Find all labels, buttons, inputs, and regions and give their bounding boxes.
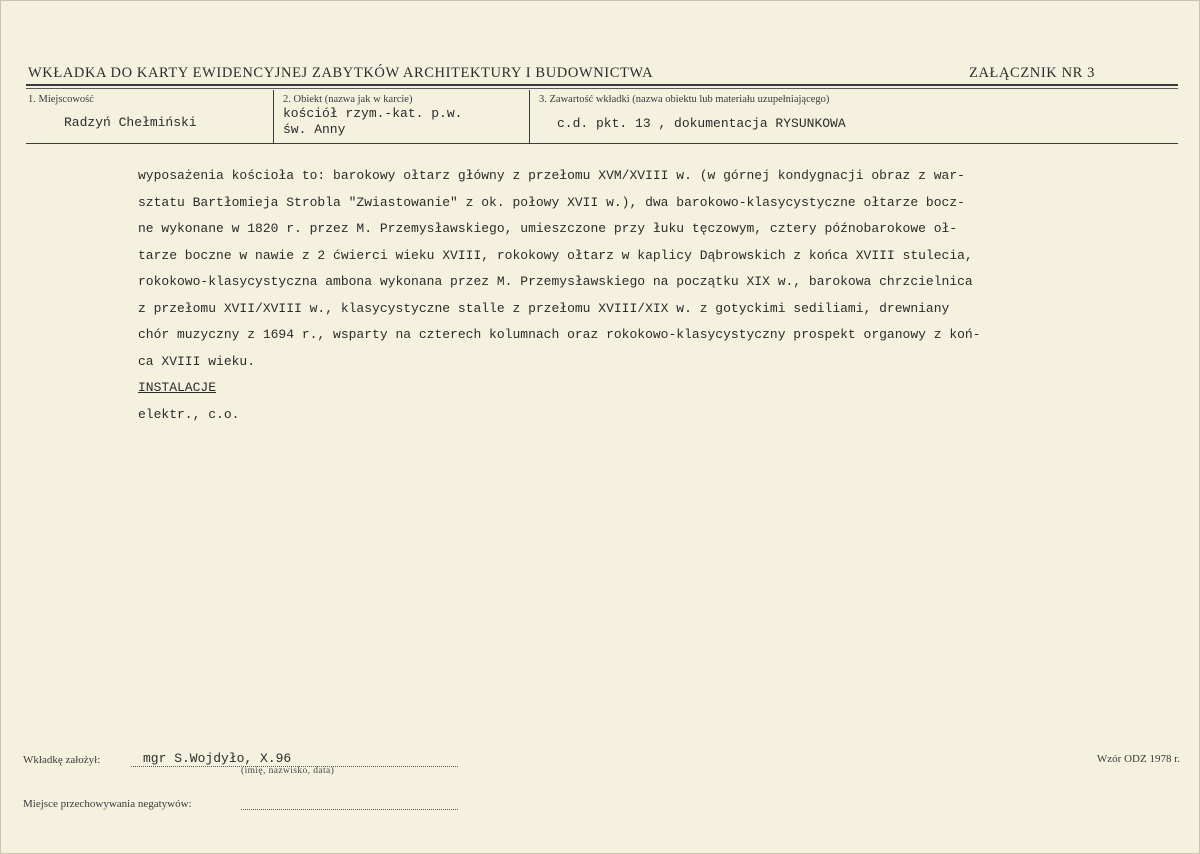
text-line: ne wykonane w 1820 r. przez M. Przemysławskiego, umieszczone przy łuku tęczowym, cztery późnobarokowe oł- — [138, 221, 958, 236]
storage-label: Miejsce przechowywania negatywów: — [23, 798, 192, 810]
locality-value: Radzyń Chełmiński — [64, 115, 197, 130]
text-line: ca XVIII wieku. — [138, 353, 256, 369]
form-title: WKŁADKA DO KARTY EWIDENCYJNEJ ZABYTKÓW ARCHITEKTURY I BUDOWNICTWA — [28, 65, 654, 81]
fields-rule — [26, 143, 1178, 144]
storage-line — [241, 809, 458, 810]
text-line: tarze boczne w nawie z 2 ćwierci wieku XVIII, rokokowy ołtarz w kaplicy Dąbrowskich z końca XVIII stulecia, — [138, 247, 973, 263]
content-label: 3. Zawartość wkładki (nazwa obiektu lub materiału uzupełniającego) — [539, 94, 830, 105]
object-value-line2: św. Anny — [283, 122, 346, 137]
template-version: Wzór ODZ 1978 r. — [1096, 753, 1180, 765]
header-rule-thin — [26, 88, 1178, 89]
content-value: c.d. pkt. 13 , dokumentacja RYSUNKOWA — [557, 116, 846, 131]
text-line: wyposażenia kościoła to: barokowy ołtarz główny z przełomu XVМ/XVIII w. (w górnej kondygnacji obraz z war- — [138, 168, 965, 183]
header-rule — [26, 84, 1178, 86]
created-by-hint: (imię, nazwisko, data) — [241, 766, 335, 776]
field-divider — [529, 90, 530, 143]
object-label: 2. Obiekt (nazwa jak w karcie) — [283, 94, 413, 105]
locality-label: 1. Miejscowość — [28, 94, 94, 105]
field-divider — [273, 90, 274, 143]
created-by-value: mgr S.Wojdyło, X.96 — [143, 751, 292, 766]
section-text: elektr., c.o. — [138, 406, 240, 422]
created-by-label: Wkładkę założył: — [23, 754, 101, 766]
section-heading: INSTALACJE — [138, 380, 217, 395]
text-line: rokokowo-klasycystyczna ambona wykonana przez M. Przemysławskiego na początku XIX w., barokowa chrzcielnica — [138, 274, 973, 289]
text-line: sztatu Bartłomieja Strobla "Zwiastowanie" z ok. połowy XVII w.), dwa barokowo-klasycystyczne ołtarze bocz- — [138, 194, 965, 210]
text-line: z przełomu XVII/XVIII w., klasycystyczne stalle z przełomu XVIII/XIX w. z gotyckimi sediliami, drewniany — [138, 300, 950, 316]
object-value-line1: kościół rzym.-kat. p.w. — [283, 106, 463, 121]
attachment-number: ZAŁĄCZNIK NR 3 — [969, 65, 1095, 81]
text-line: chór muzyczny z 1694 r., wsparty na czterech kolumnach oraz rokokowo-klasycystyczny prospekt organowy z koń- — [138, 327, 981, 342]
description-text — [138, 163, 1058, 428]
